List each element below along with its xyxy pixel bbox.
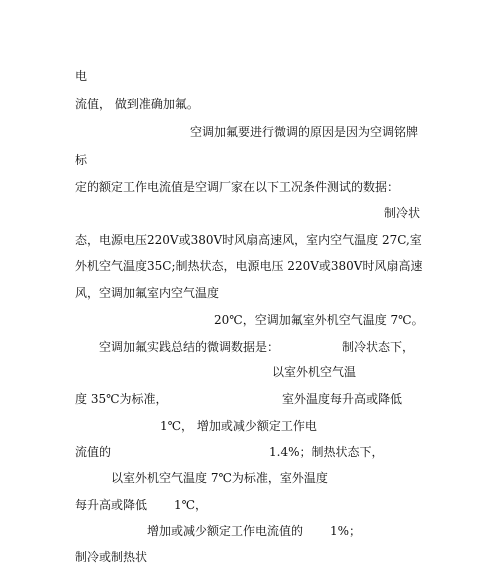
text-line: 1.4%；制热状态下， [269, 445, 384, 459]
text-line: 空调加氟要进行微调的原因是因为空调铭牌 [190, 125, 419, 139]
text-line: 空调加氟实践总结的微调数据是： [99, 340, 280, 354]
text-line: 每升高或降低 [75, 498, 148, 512]
text-line: 1℃， 增加或减少额定工作电 [160, 419, 317, 433]
text-line: 态，电源电压220V或380V时风扇高速风，室内空气温度 27C,室 [75, 233, 422, 247]
text-line: 以室外机空气温 [272, 365, 357, 379]
text-line: 1%； [330, 524, 362, 538]
text-line: 标 [75, 153, 88, 167]
text-line: 制冷状态下， [342, 340, 415, 354]
text-line: 流值， 做到准确加氟。 [75, 97, 199, 111]
text-line: 1℃， [174, 498, 208, 512]
text-line: 以室外机空气温度 7℃为标准，室外温度 [111, 471, 328, 485]
text-line: 流值的 [75, 445, 112, 459]
text-line: 外机空气温度35C;制热状态，电源电压 220V或380V时风扇高速 [75, 259, 423, 273]
text-line: 室外温度每升高或降低 [282, 392, 403, 406]
text-line: 制冷或制热状 [75, 550, 148, 564]
text-line: 电 [75, 69, 88, 83]
text-line: 定的额定工作电流值是空调厂家在以下工况条件测试的数据： [75, 180, 400, 194]
text-line: 20℃，空调加氟室外机空气温度 7℃。 [214, 313, 424, 327]
text-line: 制冷状 [384, 206, 421, 220]
text-line: 风，空调加氟室内空气温度 [75, 286, 220, 300]
text-line: 增加或减少额定工作电流值的 [147, 524, 304, 538]
text-line: 度 35℃为标准， [75, 392, 168, 406]
